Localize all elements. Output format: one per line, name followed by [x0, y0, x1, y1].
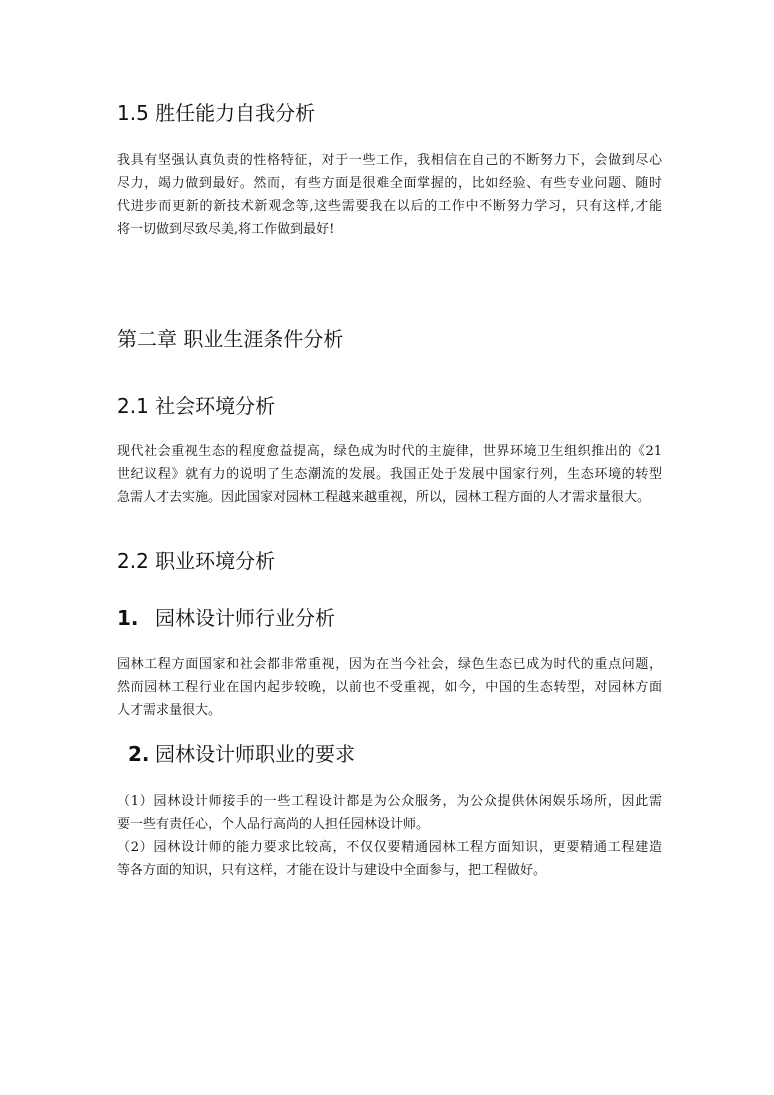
chapter-heading: 第二章 职业生涯条件分析 [117, 327, 344, 351]
section-heading-2-1: 2.1 社会环境分析 [117, 394, 276, 418]
subsection-heading-1 [117, 605, 335, 631]
paragraph-line: 将一切做到尽致尽美,将工作做到最好! [117, 222, 335, 237]
subsection-title: 园林设计师行业分析 [155, 606, 335, 630]
subsection-number: 1. [117, 606, 139, 630]
paragraph-line: 急需人才去实施。因此国家对园林工程越来越重视，所以，园林工程方面的人才需求量很大。 [117, 490, 651, 505]
subsection-title: 园林设计师职业的要求 [155, 742, 355, 766]
section-2-1-paragraph [117, 440, 662, 509]
paragraph-line: 现代社会重视生态的程度愈益提高，绿色成为时代的主旋律，世界环境卫生组织推出的《21 [117, 444, 662, 459]
section-1-5-paragraph [117, 149, 662, 241]
section-heading-2-2: 2.2 职业环境分析 [117, 549, 276, 573]
subsection-1-paragraph [117, 653, 662, 722]
subsection-number: 2. [128, 742, 150, 766]
subsection-2-paragraph [117, 790, 662, 882]
paragraph-line: （1）园林设计师接手的一些工程设计都是为公众服务，为公众提供休闲娱乐场所，因此需 [117, 794, 662, 809]
paragraph-line: （2）园林设计师的能力要求比较高，不仅仅要精通园林工程方面知识，更要精通工程建造 [117, 840, 662, 855]
paragraph-line: 然而园林工程行业在国内起步较晚，以前也不受重视，如今，中国的生态转型，对园林方面 [117, 680, 662, 695]
paragraph-line: 园林工程方面国家和社会都非常重视，因为在当今社会，绿色生态已成为时代的重点问题， [117, 657, 662, 672]
paragraph-line: 等各方面的知识，只有这样，才能在设计与建设中全面参与，把工程做好。 [117, 863, 547, 878]
paragraph-line: 世纪议程》就有力的说明了生态潮流的发展。我国正处于发展中国家行列，生态环境的转型 [117, 467, 662, 482]
section-heading-1-5: 1.5 胜任能力自我分析 [117, 101, 316, 125]
paragraph-line: 要一些有责任心，个人品行高尚的人担任园林设计师。 [117, 817, 430, 832]
paragraph-line: 代进步而更新的新技术新观念等,这些需要我在以后的工作中不断努力学习，只有这样,才能 [117, 199, 662, 214]
paragraph-line: 人才需求量很大。 [117, 703, 222, 718]
paragraph-line: 尽力，竭力做到最好。然而，有些方面是很难全面掌握的，比如经验、有些专业问题、随时 [117, 176, 662, 191]
paragraph-line: 我具有坚强认真负责的性格特征，对于一些工作，我相信在自己的不断努力下，会做到尽心 [117, 153, 662, 168]
subsection-heading-2 [128, 741, 355, 767]
